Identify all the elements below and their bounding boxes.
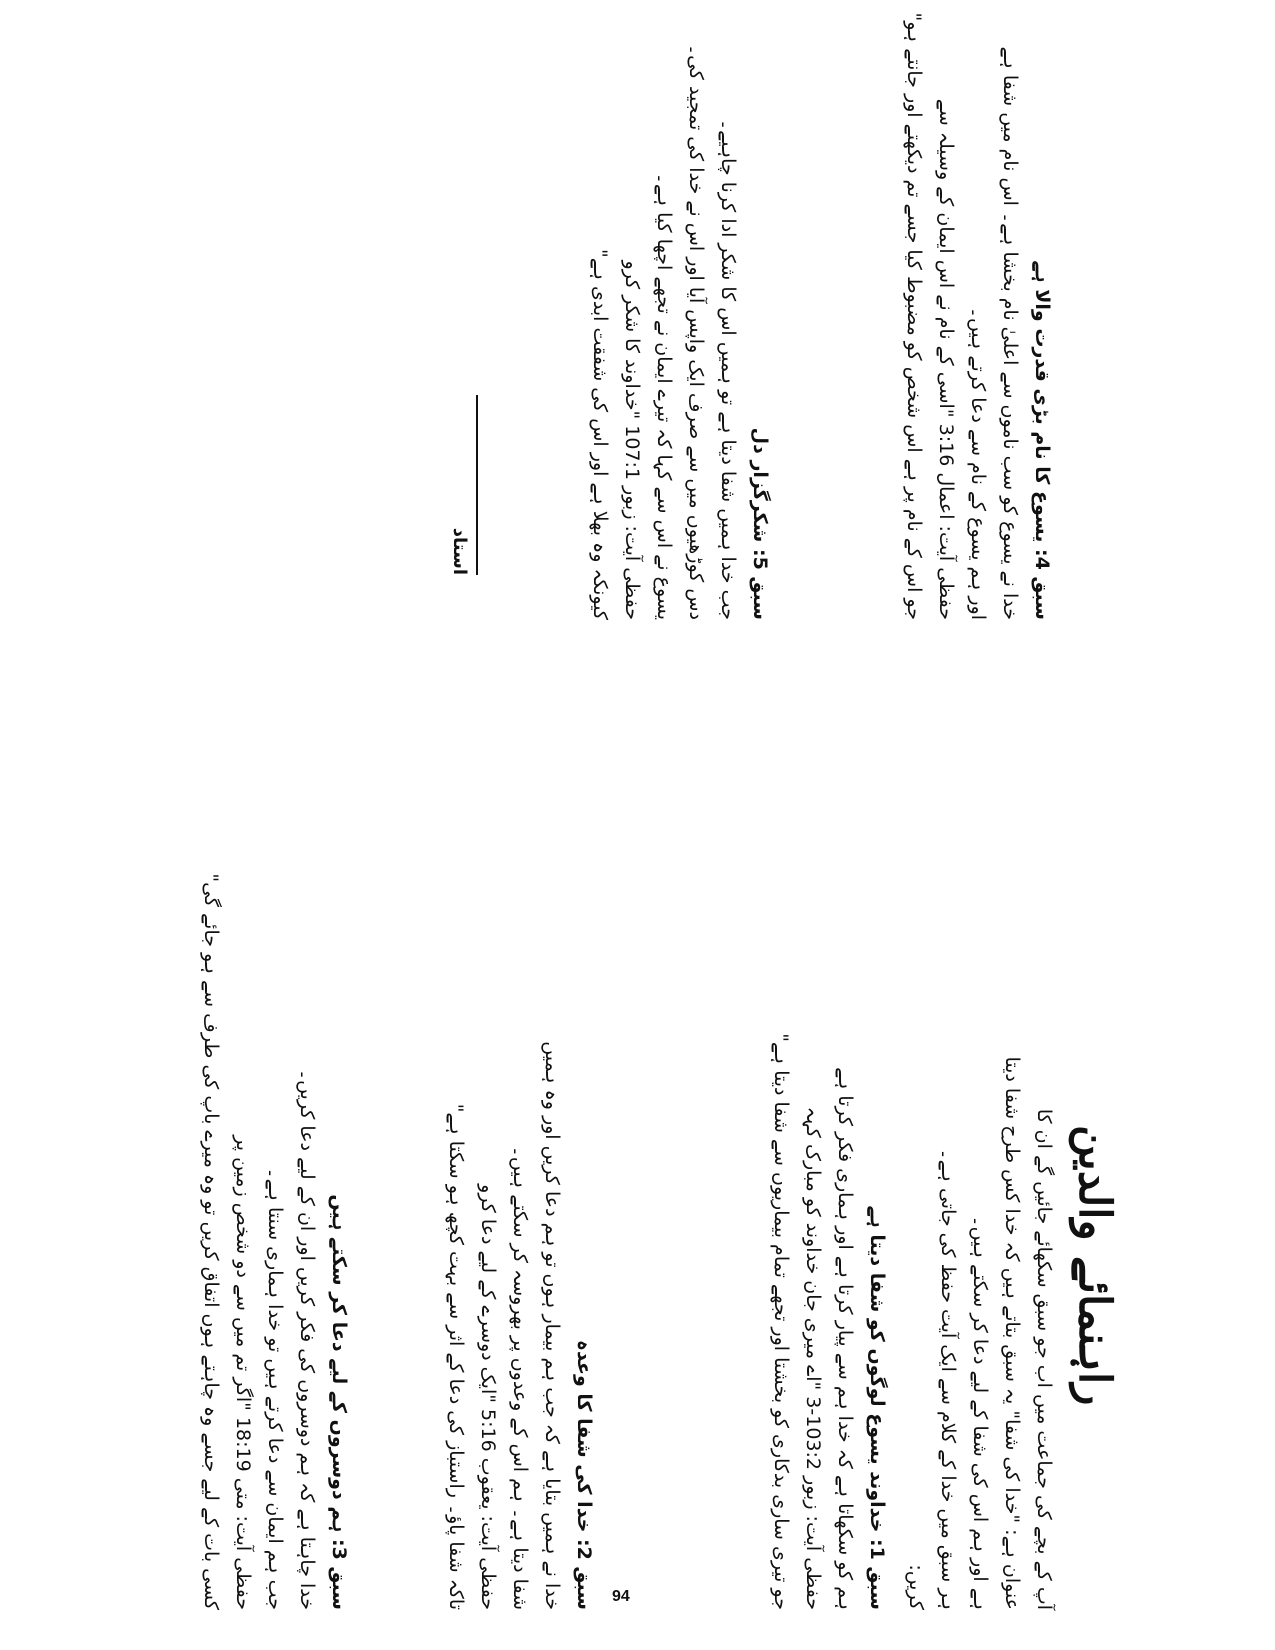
lesson-2-heading: سبق 2: خدا کی شفا کا وعدہ [573, 1339, 595, 1610]
intro-line: کریں: [905, 1564, 927, 1610]
lesson-4-line: خدا نے یسوع کو سب ناموں سے اعلیٰ نام بخشا ہے۔ اس نام میں شفا ہے [999, 46, 1021, 620]
lesson-2-line: حفظی آیت: یعقوب 5:16 "ایک دوسرے کے لیے دعا کرو [477, 1184, 499, 1610]
lesson-1-line: جو تیری ساری بدکاری کو بخشتا اور تجھے تمام بیماریوں سے شفا دیتا ہے" [770, 1033, 792, 1610]
lesson-4-line: اور ہم یسوع کے نام سے دعا کرتے ہیں۔ [967, 306, 989, 620]
lesson-2-line: شفا دیتا ہے۔ ہم اس کے وعدوں پر بھروسہ کر سکتے ہیں۔ [509, 1145, 531, 1610]
lesson-1-heading: سبق 1: خداوند یسوع لوگوں کو شفا دیتا ہے [866, 1205, 888, 1610]
lesson-3-line: کسی بات کے لیے جسے وہ چاہتے ہوں اتفاق کریں تو وہ میرے باپ کی طرف سے ہو جائے گی" [200, 873, 222, 1610]
lesson-2-line: خدا نے ہمیں بتایا ہے کہ جب ہم بیمار ہوں تو ہم دعا کریں اور وہ ہمیں [541, 1041, 563, 1610]
intro-line: ہر سبق میں خدا کے کلام سے ایک آیت حفظ کی جاتی ہے۔ [937, 1148, 959, 1610]
lesson-4-line: حفظی آیت: اعمال 3:16 "اسی کے نام نے اس ایمان کے وسیلہ سے [935, 98, 957, 620]
intro-line: آپ کے بچے کی جماعت میں اب جو سبق سکھائے جائیں گے ان کا [1033, 1108, 1055, 1610]
lesson-2-section [440, 1041, 600, 1610]
page-title: راہنمائے والدین [1069, 1125, 1120, 1406]
lesson-4-section [898, 12, 1058, 620]
lesson-3-line: خدا چاہتا ہے کہ ہم دوسروں کی فکر کریں اور ان کے لیے دعا کریں۔ [296, 1068, 318, 1610]
lesson-5-line: یسوع نے اس سے کہا کہ تیرے ایمان نے تجھے اچھا کیا ہے۔ [653, 172, 675, 620]
lesson-5-heading: سبق 5: شکرگزار دل [749, 427, 771, 620]
signature-line [476, 395, 478, 575]
intro-line: عنوان ہے: "خدا کی شفا" یہ سبق بتاتے ہیں کہ خدا کس طرح شفا دیتا [1001, 1056, 1023, 1610]
lesson-5-line: دس کوڑھیوں میں سے صرف ایک واپس آیا اور اس نے خدا کی تمجید کی۔ [685, 43, 707, 620]
intro-section [900, 1056, 1060, 1610]
lesson-5-line: حفظی آیت: زبور 107:1 "خداوند کا شکر کرو [621, 260, 643, 620]
lesson-1-line: ہم کو سکھاتا ہے کہ خدا ہم سے پیار کرتا ہے اور ہماری فکر کرتا ہے [834, 1067, 856, 1610]
teacher-signature [449, 395, 478, 575]
lesson-1-line: حفظی آیت: زبور 103:2-3 "اے میری جان خداوند کو مبارک کہہ [802, 1106, 824, 1610]
lesson-1-section [765, 1033, 893, 1610]
lesson-3-line: حفظی آیت: متی 18:19 "اگر تم میں سے دو شخص زمین پر [232, 1135, 254, 1610]
lesson-2-line: تاکہ شفا پاؤ۔ راستباز کی دعا کے اثر سے بہت کچھ ہو سکتا ہے" [445, 1103, 467, 1610]
lesson-4-heading: سبق 4: یسوع کا نام بڑی قدرت والا ہے [1031, 260, 1053, 620]
signature-label: استاد [449, 527, 470, 575]
lesson-5-line: جب خدا ہمیں شفا دیتا ہے تو ہمیں اس کا شکر ادا کرنا چاہیے۔ [717, 119, 739, 620]
page-number: 94 [612, 1588, 630, 1605]
lesson-5-line: کیونکہ وہ بھلا ہے اور اس کی شفقت ابدی ہے" [589, 248, 611, 620]
lesson-4-line: جو اس کے نام پر ہے اس شخص کو مضبوط کیا جسے تم دیکھتے اور جانتے ہو" [903, 12, 925, 620]
lesson-3-section [195, 873, 355, 1610]
intro-line: ہے اور ہم اس کی شفا کے لیے دعا کر سکتے ہیں۔ [969, 1215, 991, 1610]
lesson-5-section [584, 43, 776, 620]
lesson-3-heading: سبق 3: ہم دوسروں کے لیے دعا کر سکتے ہیں [328, 1194, 350, 1610]
lesson-3-line: جب ہم ایمان سے دعا کرتے ہیں تو خدا ہماری سنتا ہے۔ [264, 1167, 286, 1610]
